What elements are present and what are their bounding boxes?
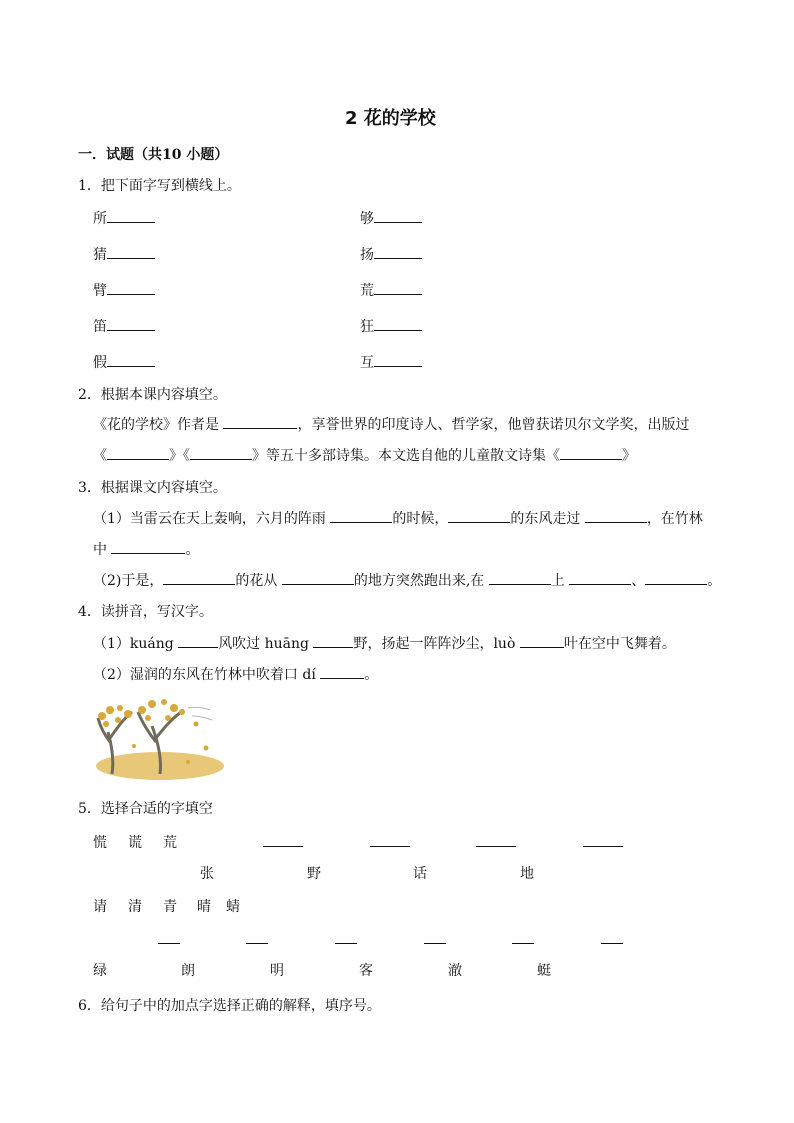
q1-item [360,208,422,228]
answer-blank[interactable] [374,208,422,223]
answer-blank[interactable] [374,316,422,331]
q1-char: 互 [360,355,374,371]
q2-text: 《 [93,448,107,464]
answer-blank[interactable] [178,633,218,648]
answer-blank[interactable] [107,244,155,259]
q3-text: （2)于是， [93,573,164,589]
q2-line-2 [93,445,636,465]
answer-blank[interactable] [263,832,303,847]
q1-char: 够 [360,211,374,227]
q3-text: 的地方突然跑出来,在 [353,573,485,589]
q3-text: 的花从 [235,573,278,589]
question-3-prompt: 3．根据课文内容填空。 [78,480,227,496]
q5-char-option: 慌 [93,835,107,851]
q4-text: 。 [364,667,379,683]
q3-text: 。 [707,573,722,589]
answer-blank[interactable] [107,445,169,460]
answer-blank[interactable] [246,929,268,944]
windy-trees-illustration [88,690,224,786]
q4-text: （2）湿润的东风在竹林中吹着口 dí [93,667,316,683]
q5-char-option: 荒 [163,835,177,851]
answer-blank[interactable] [282,570,354,585]
q3-part-2 [93,570,721,590]
q1-char: 荒 [360,283,374,299]
q1-char: 猜 [93,247,107,263]
q4-text: （1）kuáng [93,636,174,652]
answer-blank[interactable] [370,832,410,847]
q5-char-option: 谎 [128,835,142,851]
q3-text: （1）当雷云在天上轰响，六月的阵雨 [93,511,326,527]
q2-text: 》《 [169,448,190,464]
q5-word-suffix: 蜓 [537,963,551,979]
q5-char-option: 清 [128,899,142,915]
answer-blank[interactable] [512,929,534,944]
question-4-prompt: 4．读拼音，写汉字。 [78,604,213,620]
q1-item [93,208,155,228]
question-5-prompt: 5．选择合适的字填空 [78,801,213,817]
q3-text: 。 [185,542,200,558]
q2-text: 》 [622,448,636,464]
answer-blank[interactable] [223,414,297,429]
q3-text: ，在竹林 [646,511,703,527]
q3-text: 的东风走过 [510,511,581,527]
q1-item [93,280,155,300]
q1-item [360,244,422,264]
q1-item [360,280,422,300]
q1-char: 所 [93,211,107,227]
q2-text: 》等五十多部诗集。本文选自他的儿童散文诗集《 [252,448,560,464]
answer-blank[interactable] [107,280,155,295]
answer-blank[interactable] [107,208,155,223]
q1-item [360,316,422,336]
answer-blank[interactable] [583,832,623,847]
q5-char-option: 请 [93,899,107,915]
q4-part-2 [93,664,378,684]
q3-part-1-cont [93,539,199,559]
q1-char: 假 [93,355,107,371]
q4-text: 野，扬起一阵阵沙尘，luò [353,636,516,652]
q5-word-suffix: 张 [200,866,214,882]
q1-item [360,352,422,372]
q5-word-suffix: 绿 [93,963,107,979]
question-1-prompt: 1．把下面字写到横线上。 [78,178,241,194]
answer-blank[interactable] [448,508,510,523]
q5-char-option: 蜻 [226,899,240,915]
q5-word-suffix: 朗 [181,963,195,979]
q5-char-option: 青 [163,899,177,915]
answer-blank[interactable] [520,633,564,648]
question-2-prompt: 2．根据本课内容填空。 [78,387,227,403]
answer-blank[interactable] [374,352,422,367]
q3-text: 上 [550,573,565,589]
wind-lines [188,707,212,720]
q1-item [93,244,155,264]
q3-text: 的时候， [392,511,449,527]
answer-blank[interactable] [320,664,364,679]
q4-part-1 [93,633,676,653]
answer-blank[interactable] [585,508,647,523]
answer-blank[interactable] [560,445,622,460]
q5-char-option: 晴 [197,899,211,915]
q5-word-suffix: 话 [413,866,427,882]
question-6-prompt: 6．给句子中的加点字选择正确的解释，填序号。 [78,998,381,1014]
answer-blank[interactable] [374,244,422,259]
answer-blank[interactable] [476,832,516,847]
q2-text: 《花的学校》作者是 [93,417,219,433]
q5-word-suffix: 明 [270,963,284,979]
answer-blank[interactable] [313,633,353,648]
answer-blank[interactable] [330,508,392,523]
q5-word-suffix: 野 [307,866,321,882]
q1-char: 笛 [93,319,107,335]
q3-text: 、 [631,573,646,589]
q4-text: 叶在空中飞舞着。 [563,636,676,652]
answer-blank[interactable] [335,929,357,944]
q1-char: 臂 [93,283,107,299]
page-title: 2 花的学校 [345,108,436,129]
q2-text: ，享誉世界的印度诗人、哲学家，他曾获诺贝尔文学奖，出版过 [297,417,690,433]
answer-blank[interactable] [107,352,155,367]
q3-part-1 [93,508,703,528]
answer-blank[interactable] [111,539,185,554]
answer-blank[interactable] [601,929,623,944]
q2-line-1 [93,414,689,434]
answer-blank[interactable] [107,316,155,331]
q5-word-suffix: 客 [359,963,373,979]
answer-blank[interactable] [489,570,551,585]
answer-blank[interactable] [374,280,422,295]
q5-word-suffix: 地 [520,866,534,882]
section-heading: 一．试题（共10 小题） [78,147,229,163]
q1-item [93,352,155,372]
q4-text: 风吹过 huāng [218,636,309,652]
answer-blank[interactable] [569,570,631,585]
answer-blank[interactable] [645,570,707,585]
answer-blank[interactable] [158,929,180,944]
answer-blank[interactable] [163,570,235,585]
q1-char: 扬 [360,247,374,263]
answer-blank[interactable] [424,929,446,944]
q1-char: 狂 [360,319,374,335]
q1-item [93,316,155,336]
q5-word-suffix: 澈 [448,963,462,979]
q3-text: 中 [93,542,107,558]
answer-blank[interactable] [190,445,252,460]
